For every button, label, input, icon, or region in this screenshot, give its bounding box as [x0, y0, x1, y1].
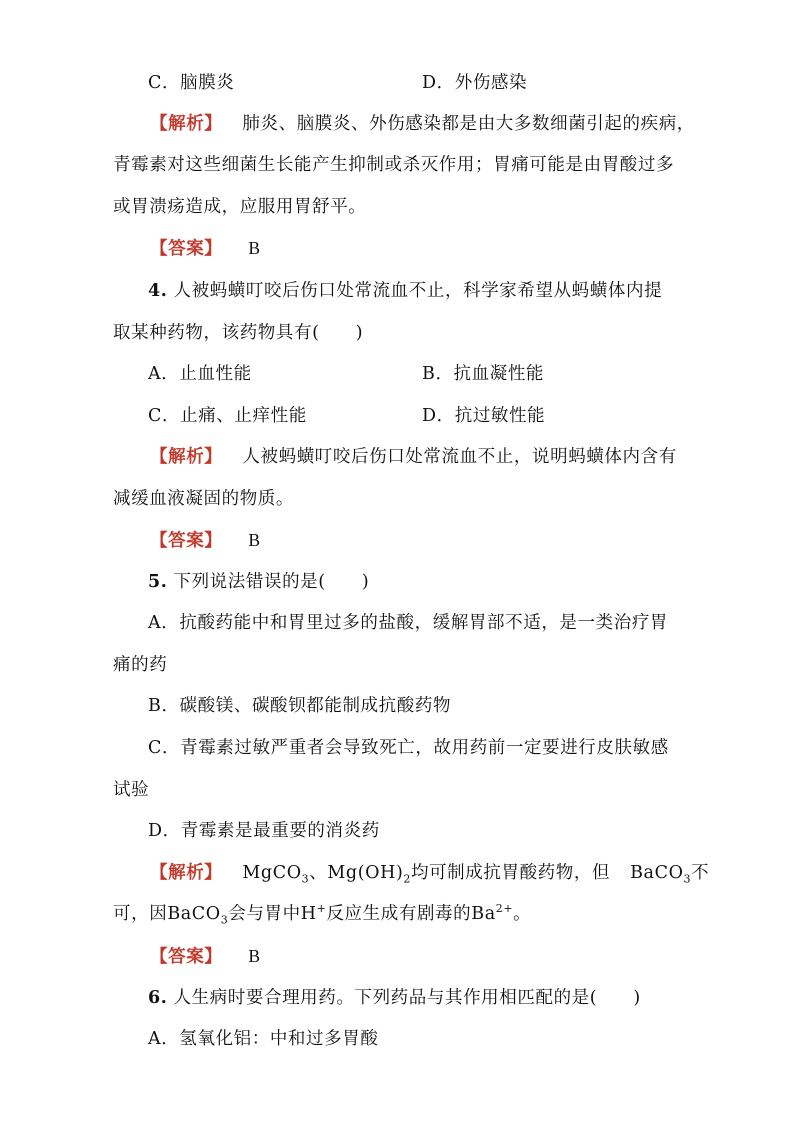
q5-answer-line	[150, 945, 261, 968]
q5-stem-line	[148, 571, 369, 593]
q5-number: 5.	[148, 572, 168, 592]
q5-superscript: 2+	[495, 902, 514, 916]
q5-formula-mgco3: MgCO	[242, 863, 302, 883]
q4-option-c: C．止痛、止痒性能	[148, 406, 307, 426]
q5-option-a-line-2: 痛的药	[113, 655, 168, 675]
q3-option-d: D．外伤感染	[422, 73, 528, 93]
q5-option-b: B．碳酸镁、碳酸钡都能制成抗酸药物	[148, 696, 452, 716]
q6-stem-line	[148, 987, 641, 1009]
q4-stem-line-2: 取某种药物，该药物具有( )	[113, 323, 364, 343]
q5-stem-text: 下列说法错误的是( )	[173, 572, 370, 592]
q5-subscript: 3	[683, 872, 692, 886]
q5-analysis-line-2	[113, 903, 531, 925]
q5-analysis-text: 。	[513, 904, 532, 924]
q3-answer-line	[150, 237, 261, 260]
q5-superscript: +	[316, 902, 327, 916]
q5-option-a-line-1: A．抗酸药能中和胃里过多的盐酸，缓解胃部不适，是一类治疗胃	[148, 613, 669, 633]
q4-stem-line-1	[148, 280, 662, 302]
q5-formula-mgoh2: 、Mg(OH)	[309, 863, 404, 883]
q4-analysis-tag: 【解析】	[150, 447, 223, 467]
q5-analysis-text: 反应生成有剧毒的Ba	[326, 904, 496, 924]
q4-analysis-line-2: 减缓血液凝固的物质。	[113, 489, 294, 509]
q6-option-a: A．氢氧化铝：中和过多胃酸	[148, 1029, 379, 1049]
q6-stem-text: 人生病时要合理用药。下列药品与其作用相匹配的是( )	[173, 988, 641, 1008]
q4-stem-text-1: 人被蚂蟥叮咬后伤口处常流血不止，科学家希望从蚂蟥体内提	[173, 281, 663, 301]
q3-analysis-tag: 【解析】	[150, 114, 223, 134]
q5-analysis-text: 可，因	[113, 904, 168, 924]
q5-analysis-text: 均可制成抗胃酸药物，但	[410, 863, 611, 883]
q4-answer-tag: 【答案】	[150, 531, 223, 551]
q5-subscript: 2	[403, 872, 411, 886]
q5-option-c-line-2: 试验	[113, 780, 150, 800]
q4-analysis-text-1: 人被蚂蟥叮咬后伤口处常流血不止，说明蚂蟥体内含有	[242, 447, 677, 467]
q4-option-a: A．止血性能	[148, 364, 252, 384]
q5-option-d: D．青霉素是最重要的消炎药	[148, 821, 380, 841]
q6-number: 6.	[148, 988, 168, 1008]
q5-analysis-tag: 【解析】	[150, 863, 223, 883]
q4-analysis-line-1	[150, 446, 677, 468]
q5-analysis-line-1	[150, 862, 709, 884]
q3-analysis-text-1: 肺炎、脑膜炎、外伤感染都是由大多数细菌引起的疾病，	[242, 114, 695, 134]
q3-answer-value: B	[248, 238, 261, 258]
q3-answer-tag: 【答案】	[150, 239, 223, 259]
q3-analysis-line-1	[150, 113, 695, 135]
q5-answer-value: B	[248, 946, 261, 966]
q5-subscript: 3	[301, 872, 310, 886]
q4-option-d: D．抗过敏性能	[422, 406, 546, 426]
q4-option-b: B．抗血凝性能	[422, 364, 545, 384]
q5-analysis-text: 不	[691, 863, 710, 883]
q4-number: 4.	[148, 281, 168, 301]
q5-formula-baco3: BaCO	[167, 904, 221, 924]
q5-analysis-text: 会与胃中H	[228, 904, 317, 924]
q4-answer-line	[150, 529, 261, 552]
q3-analysis-line-2: 青霉素对这些细菌生长能产生抑制或杀灭作用；胃痛可能是由胃酸过多	[113, 155, 675, 175]
q5-answer-tag: 【答案】	[150, 947, 223, 967]
q4-answer-value: B	[248, 530, 261, 550]
q5-subscript: 3	[220, 913, 229, 927]
q3-option-c: C．脑膜炎	[148, 73, 235, 93]
q5-option-c-line-1: C．青霉素过敏严重者会导致死亡，故用药前一定要进行皮肤敏感	[148, 738, 669, 758]
q3-analysis-line-3: 或胃溃疡造成，应服用胃舒平。	[113, 197, 367, 217]
q5-formula-baco3: BaCO	[630, 863, 684, 883]
